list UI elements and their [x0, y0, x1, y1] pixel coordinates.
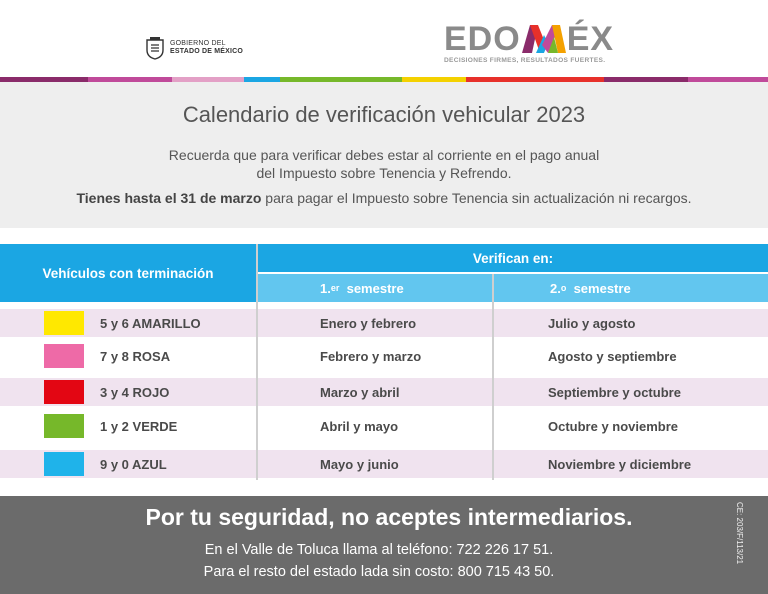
color-swatch	[44, 344, 84, 368]
deadline-rest: para pagar el Impuesto sobre Tenencia sin actualización ni recargos.	[261, 190, 692, 206]
table-row	[0, 450, 768, 478]
color-swatch	[44, 311, 84, 335]
gobierno-logo	[144, 36, 243, 60]
footer-phone-state: Para el resto del estado lada sin costo: 800 715 43 50.	[203, 564, 555, 580]
header-verify-in: Verifican en:	[258, 244, 768, 272]
row-semester-1: Febrero y marzo	[320, 348, 422, 364]
row-semester-2: Julio y agosto	[548, 315, 636, 331]
page-title: Calendario de verificación vehicular 2023	[182, 102, 586, 127]
row-label: 7 y 8 ROSA	[100, 348, 171, 364]
row-semester-1: Marzo y abril	[320, 384, 400, 400]
footer	[0, 496, 768, 594]
row-semester-1: Mayo y junio	[320, 456, 399, 472]
row-semester-1: Abril y mayo	[320, 418, 399, 434]
row-semester-2: Octubre y noviembre	[548, 418, 679, 434]
sem1-word: semestre	[346, 280, 404, 296]
edomex-logo	[444, 22, 634, 64]
header-semester-1	[258, 274, 492, 302]
intro-line1: Recuerda que para verificar debes estar al corriente en el pago anual	[168, 147, 600, 163]
row-semester-2: Septiembre y octubre	[548, 384, 681, 400]
color-swatch	[44, 452, 84, 476]
row-label: 3 y 4 ROJO	[100, 384, 170, 400]
sem1-sup: er	[330, 283, 340, 293]
intro-section	[0, 82, 768, 228]
row-semester-2: Agosto y septiembre	[548, 348, 677, 364]
multicolor-m-icon	[522, 25, 566, 53]
footer-code: CE: 203/F/113/21	[735, 502, 744, 565]
deadline-notice	[0, 190, 768, 206]
brand-tagline: DECISIONES FIRMES, RESULTADOS FUERTES.	[444, 57, 606, 64]
color-swatch	[44, 380, 84, 404]
column-divider	[256, 244, 258, 480]
coat-of-arms-icon	[144, 36, 166, 60]
column-divider	[492, 274, 494, 480]
sem2-word: semestre	[573, 280, 631, 296]
deadline-bold: Tienes hasta el 31 de marzo	[76, 190, 262, 206]
row-label: 9 y 0 AZUL	[100, 456, 167, 472]
color-swatch	[44, 414, 84, 438]
sem1-num: 1.	[320, 280, 331, 296]
sem2-num: 2.	[550, 280, 561, 296]
row-label: 5 y 6 AMARILLO	[100, 315, 201, 331]
brand-left: EDO	[444, 20, 521, 58]
header	[0, 0, 768, 78]
header-semester-2	[494, 274, 768, 302]
sem2-sup: o	[560, 283, 567, 293]
table-row	[0, 309, 768, 337]
brand-right: ÉX	[566, 20, 615, 58]
header-vehicles: Vehículos con terminación	[0, 244, 256, 302]
intro-line2: del Impuesto sobre Tenencia y Refrendo.	[256, 165, 512, 181]
footer-phone-toluca: En el Valle de Toluca llama al teléfono: 722 226 17 51.	[204, 542, 554, 558]
row-semester-1: Enero y febrero	[320, 315, 417, 331]
gob-line2: ESTADO DE MÉXICO	[170, 48, 244, 55]
row-label: 1 y 2 VERDE	[100, 418, 178, 434]
table-row	[0, 378, 768, 406]
table-row	[0, 342, 768, 370]
gob-line1: GOBIERNO DEL	[170, 40, 226, 47]
row-semester-2: Noviembre y diciembre	[548, 456, 692, 472]
footer-title: Por tu seguridad, no aceptes intermediarios.	[145, 504, 633, 530]
table-row	[0, 412, 768, 440]
intro-paragraph	[0, 146, 768, 182]
